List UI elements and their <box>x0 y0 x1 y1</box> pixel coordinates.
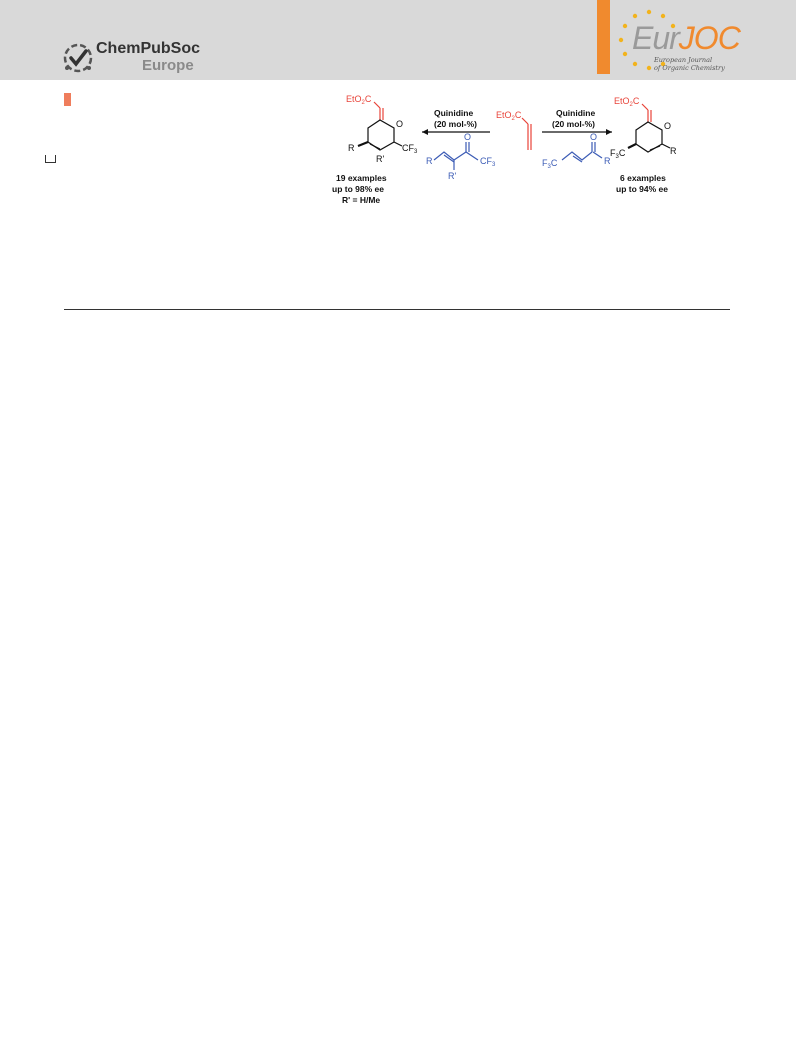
svg-text:(20 mol-%): (20 mol-%) <box>552 119 595 129</box>
section-marker <box>64 93 71 106</box>
left-reaction-arrow <box>422 108 490 135</box>
right-product <box>610 96 677 194</box>
svg-text:R: R <box>348 143 355 153</box>
publisher-logo <box>62 38 212 78</box>
publisher-emblem-icon <box>62 42 94 74</box>
journal-full-title <box>654 56 764 72</box>
svg-text:CF3: $CF_3$ <box>402 143 418 155</box>
svg-text:F3C: $F_3C$ <box>542 158 558 170</box>
svg-text:EtO2C: EtO$_2$C <box>496 110 522 122</box>
svg-text:R': R' <box>376 154 385 164</box>
svg-text:(20 mol-%): (20 mol-%) <box>434 119 477 129</box>
right-substrate <box>542 132 611 170</box>
horizontal-rule <box>64 309 730 310</box>
journal-logo <box>614 6 794 78</box>
svg-text:CF3: $CF_3$ <box>480 156 496 168</box>
svg-text:O: O <box>464 132 472 142</box>
svg-text:O: O <box>396 119 404 129</box>
journal-prefix: Eur <box>632 20 679 56</box>
publisher-name: ChemPubSoc <box>96 40 201 57</box>
journal-full-line1: European Journal <box>654 56 713 64</box>
svg-text:O: O <box>664 121 672 131</box>
svg-text:EtO2C: EtO$_2$C <box>346 94 372 106</box>
svg-text:R: R <box>670 146 677 156</box>
publisher-region: Europe <box>142 57 194 74</box>
tray-icon <box>45 155 56 163</box>
journal-short-title <box>632 20 740 57</box>
svg-text:O: O <box>590 132 598 142</box>
svg-text:19 examples: 19 examples <box>336 173 387 183</box>
journal-suffix: JOC <box>678 20 740 56</box>
journal-full-line2: of Organic Chemistry <box>654 64 725 72</box>
center-reagent <box>496 110 531 150</box>
accent-bar <box>597 0 610 74</box>
left-product <box>332 94 418 205</box>
svg-text:F3C: $F_3C$ <box>610 148 626 160</box>
svg-text:Quinidine: Quinidine <box>556 108 596 118</box>
svg-text:EtO2C: EtO$_2$C <box>614 96 640 108</box>
svg-text:R' = H/Me: R' = H/Me <box>342 195 381 205</box>
svg-text:Quinidine: Quinidine <box>434 108 474 118</box>
graphical-abstract-scheme <box>330 90 750 210</box>
svg-text:up to 94% ee: up to 94% ee <box>616 184 668 194</box>
left-substrate <box>426 132 496 181</box>
journal-header <box>0 0 796 80</box>
svg-text:up to 98% ee: up to 98% ee <box>332 184 384 194</box>
svg-text:R': R' <box>448 171 457 181</box>
svg-text:R: R <box>604 156 611 166</box>
svg-text:R: R <box>426 156 433 166</box>
right-reaction-arrow <box>542 108 612 135</box>
svg-text:6 examples: 6 examples <box>620 173 666 183</box>
